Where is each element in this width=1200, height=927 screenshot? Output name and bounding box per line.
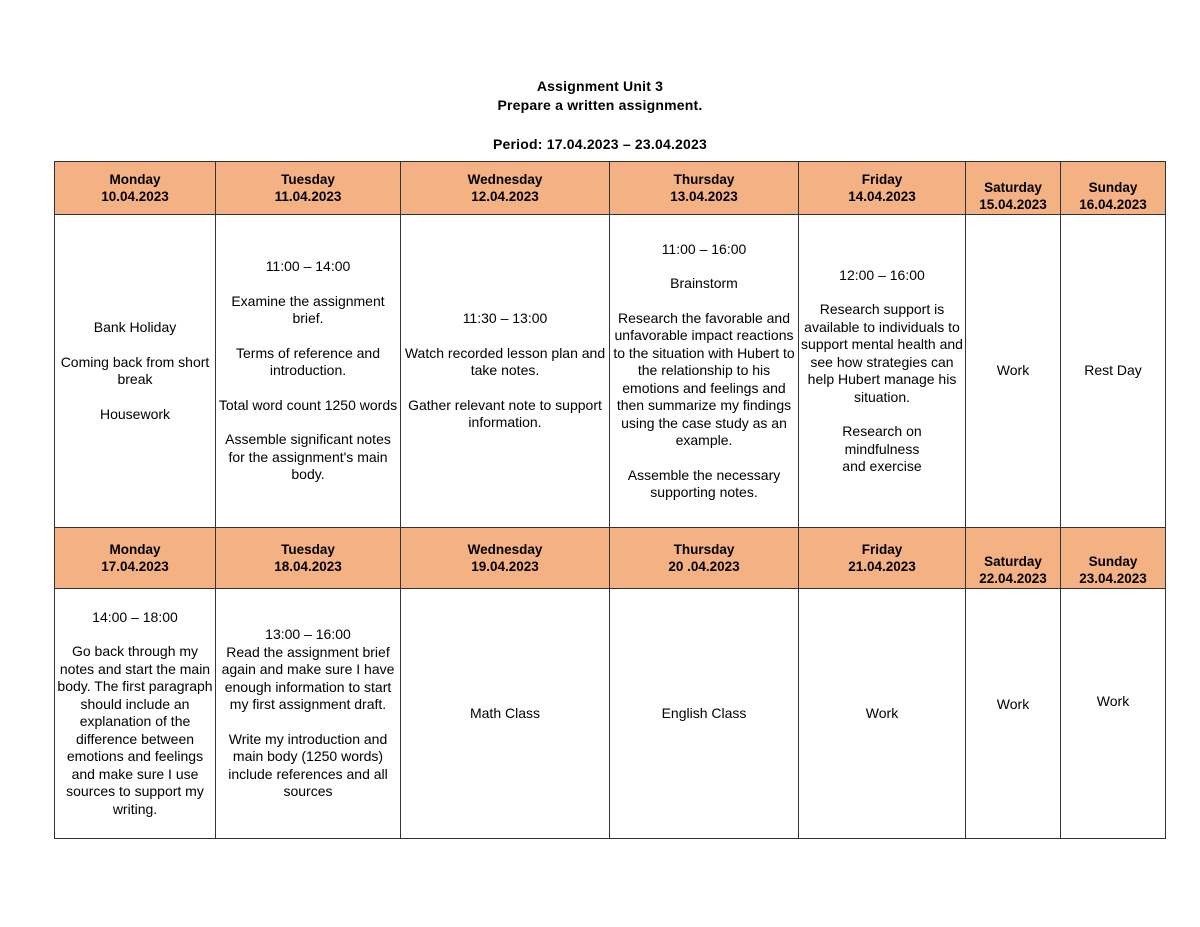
cell-text: Go back through my notes and start the main body. The first paragraph should include an explanation of the difference between emotions and feelings and make sure I use sources to support my writing. xyxy=(57,643,213,817)
week2-cell-friday xyxy=(799,589,966,839)
day-name: Tuesday xyxy=(281,172,335,187)
day-date: 19.04.2023 xyxy=(471,559,539,574)
time-slot: 13:00 – 16:00 xyxy=(265,626,351,643)
week2-cell-sunday xyxy=(1061,589,1166,839)
week1-body-row xyxy=(55,215,1166,528)
week1-header-row xyxy=(55,162,1166,215)
day-date: 21.04.2023 xyxy=(848,559,916,574)
time-slot: 14:00 – 18:00 xyxy=(92,608,178,625)
time-slot: 11:30 – 13:00 xyxy=(462,310,548,327)
cell-text: Coming back from short break xyxy=(60,353,210,387)
time-slot: 12:00 – 16:00 xyxy=(839,266,925,283)
cell-text: Math Class xyxy=(469,704,541,721)
cell-text: Research support is available to individuals to support mental health and see how strategies can help Hubert manage his situation. xyxy=(801,301,963,405)
day-name: Monday xyxy=(109,172,161,187)
day-date: 17.04.2023 xyxy=(101,559,169,574)
day-date: 12.04.2023 xyxy=(471,189,539,204)
document-subtitle: Prepare a written assignment. xyxy=(497,97,703,113)
week1-header-thursday xyxy=(610,162,799,215)
cell-text: Bank Holiday xyxy=(93,319,177,335)
cell-text: mindfulness xyxy=(844,440,920,457)
week2-header-friday xyxy=(799,528,966,589)
week2-header-thursday xyxy=(610,528,799,589)
day-name: Tuesday xyxy=(281,542,335,557)
day-name: Thursday xyxy=(673,542,735,557)
day-date: 10.04.2023 xyxy=(101,189,169,204)
cell-text: Read the assignment brief again and make sure I have enough information to start my first assignment draft. xyxy=(221,643,395,713)
week1-cell-saturday xyxy=(966,215,1061,528)
week1-cell-tuesday xyxy=(216,215,401,528)
day-name: Sunday xyxy=(1088,180,1138,195)
day-date: 16.04.2023 xyxy=(1079,197,1147,212)
day-date: 23.04.2023 xyxy=(1079,571,1147,586)
time-slot: 11:00 – 16:00 xyxy=(661,240,747,257)
week2-header-row xyxy=(55,528,1166,589)
week1-cell-sunday xyxy=(1061,215,1166,528)
week1-cell-monday xyxy=(55,215,216,528)
day-name: Friday xyxy=(861,172,903,187)
period-label: Period: 17.04.2023 – 23.04.2023 xyxy=(492,136,708,152)
week1-header-wednesday xyxy=(401,162,610,215)
week2-header-monday xyxy=(55,528,216,589)
week1-header-monday xyxy=(55,162,216,215)
week2-header-tuesday xyxy=(216,528,401,589)
day-name: Monday xyxy=(109,542,161,557)
document-title: Assignment Unit 3 xyxy=(536,78,664,94)
cell-text: Brainstorm xyxy=(670,275,738,291)
cell-text: Research the favorable and unfavorable impact reactions to the situation with Hubert to the relationship to his emotions and feelings and then summarize my findings using the case study as an example. xyxy=(613,309,795,448)
week1-header-saturday xyxy=(966,162,1061,215)
day-date: 11.04.2023 xyxy=(274,189,342,204)
cell-text: Gather relevant note to support information. xyxy=(408,396,602,431)
week1-header-friday xyxy=(799,162,966,215)
day-date: 15.04.2023 xyxy=(979,197,1047,212)
week2-cell-saturday xyxy=(966,589,1061,839)
time-slot: 11:00 – 14:00 xyxy=(265,258,351,275)
week1-cell-wednesday xyxy=(401,215,610,528)
week1-cell-friday xyxy=(799,215,966,528)
day-name: Saturday xyxy=(984,554,1042,569)
cell-text: Rest Day xyxy=(1084,362,1142,379)
day-date: 14.04.2023 xyxy=(848,189,916,204)
day-name: Sunday xyxy=(1088,554,1138,569)
week1-header-tuesday xyxy=(216,162,401,215)
cell-text: Write my introduction and main body (1250 words) include references and all sources xyxy=(228,730,388,800)
day-name: Wednesday xyxy=(467,542,543,557)
cell-text: and exercise xyxy=(842,458,922,474)
cell-text: Watch recorded lesson plan and take notes. xyxy=(404,344,606,379)
week2-header-saturday xyxy=(966,528,1061,589)
cell-text: Work xyxy=(1096,692,1130,709)
cell-text: Research on xyxy=(842,423,922,439)
day-name: Wednesday xyxy=(467,172,543,187)
day-name: Thursday xyxy=(673,172,735,187)
week2-cell-monday xyxy=(55,589,216,839)
cell-text: Examine the assignment brief. xyxy=(231,292,385,327)
week1-cell-thursday xyxy=(610,215,799,528)
cell-text-group xyxy=(800,423,964,476)
cell-text: Terms of reference and introduction. xyxy=(236,344,380,379)
cell-text: Housework xyxy=(99,405,171,422)
day-date: 13.04.2023 xyxy=(670,189,738,204)
cell-text: Assemble the necessary supporting notes. xyxy=(627,466,781,500)
schedule-table xyxy=(54,161,1166,839)
day-date: 20 .04.2023 xyxy=(668,559,740,574)
week2-header-sunday xyxy=(1061,528,1166,589)
week2-body-row xyxy=(55,589,1166,839)
week2-cell-thursday xyxy=(610,589,799,839)
cell-text: Work xyxy=(996,362,1030,379)
day-name: Saturday xyxy=(984,180,1042,195)
cell-text: Work xyxy=(996,695,1030,712)
week2-cell-wednesday xyxy=(401,589,610,839)
week2-cell-tuesday xyxy=(216,589,401,839)
cell-text: Total word count 1250 words xyxy=(218,396,398,413)
cell-text: Work xyxy=(865,704,899,721)
day-date: 18.04.2023 xyxy=(274,559,342,574)
cell-text: Assemble significant notes for the assignment's main body. xyxy=(225,431,391,483)
cell-text: English Class xyxy=(661,704,747,721)
week2-header-wednesday xyxy=(401,528,610,589)
day-name: Friday xyxy=(861,542,903,557)
week1-header-sunday xyxy=(1061,162,1166,215)
day-date: 22.04.2023 xyxy=(979,571,1047,586)
